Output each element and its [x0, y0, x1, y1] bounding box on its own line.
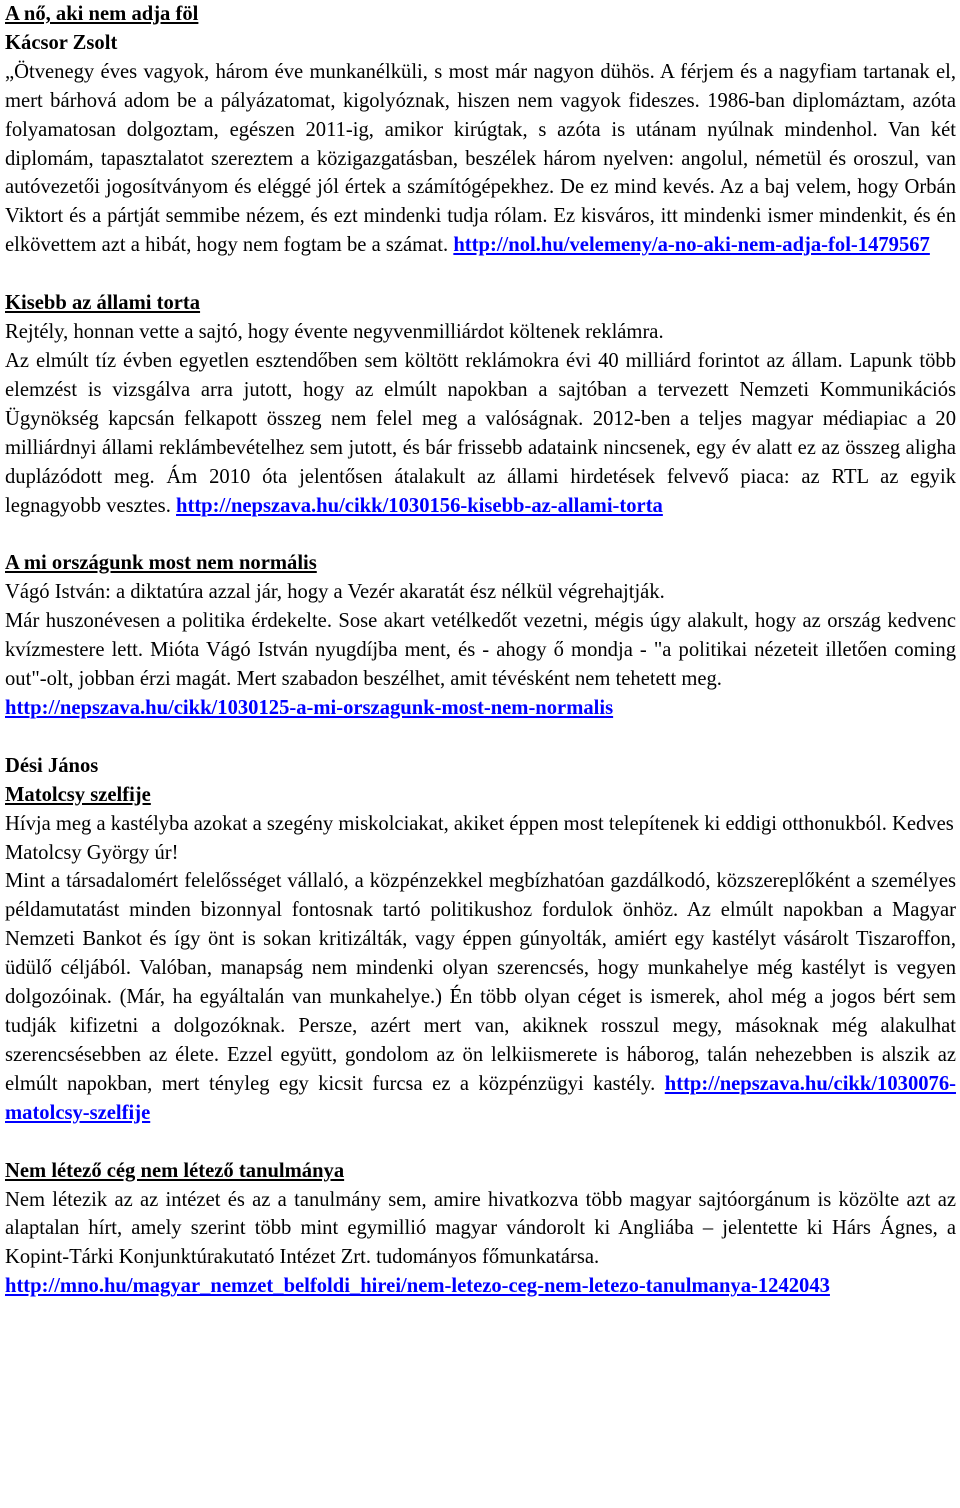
article-link[interactable]: http://nepszava.hu/cikk/1030156-kisebb-az-allami-torta	[176, 494, 663, 517]
article-link[interactable]: http://nepszava.hu/cikk/1030125-a-mi-orszagunk-most-nem-normalis	[5, 696, 614, 719]
article-lead: Vágó István: a diktatúra azzal jár, hogy a Vezér akaratát ész nélkül végrehajtják.	[5, 581, 665, 604]
article-4	[5, 752, 956, 1128]
article-1	[5, 0, 956, 260]
article-title: Kisebb az állami torta	[5, 292, 201, 315]
spacer	[5, 260, 956, 289]
article-link[interactable]: http://nol.hu/velemeny/a-no-aki-nem-adja-fol-1479567	[453, 234, 930, 257]
spacer	[5, 520, 956, 549]
article-title: Matolcsy szelfije	[5, 783, 151, 806]
article-lead: Hívja meg a kastélyba azokat a szegény miskolciakat, akiket éppen most telepítenek ki eddigi otthonukból. Kedves Matolcsy György úr!	[5, 812, 954, 864]
article-title: Nem létező cég nem létező tanulmánya	[5, 1159, 345, 1182]
spacer	[5, 1128, 956, 1157]
article-2	[5, 289, 956, 520]
article-author: Kácsor Zsolt	[5, 31, 118, 54]
article-link[interactable]: http://mno.hu/magyar_nemzet_belfoldi_hirei/nem-letezo-ceg-nem-letezo-tanulmanya-1242043	[5, 1275, 830, 1298]
article-title: A mi országunk most nem normális	[5, 552, 317, 575]
article-paragraph: Már huszonévesen a politika érdekelte. Sose akart vetélkedőt vezetni, mégis úgy alakult, hogy az ország kedvenc kvízmestere lett. Mióta Vágó István nyugdíjba ment, és - ahogy ő mondja - "a politikai nézeteit illetően coming out"-olt, jobban érzi magát. Mert szabadon beszélhet, amit tévésként nem tehetett meg.	[5, 610, 956, 691]
article-paragraph: Az elmúlt tíz évben egyetlen esztendőben sem költött reklámokra évi 40 milliárd forintot az állam. Lapunk több elemzést is vizsgálva arra jutott, hogy az elmúlt napokban a sajtóban a tervezett Nemzeti Kommunikációs Ügynökség kapcsán felkapott összeg nem felel meg a valóságnak. 2012-ben a teljes magyar médiapiac a 20 milliárdnyi állami reklámbevételhez sem jutott, és bár frissebb adataink nincsenek, egy év alatt ez az összeg aligha duplázódott meg. Ám 2010 óta jelentősen átalakult az állami hirdetések felvevő piaca: az RTL az egyik legnagyobb vesztes. http://nepszava.hu/cikk/1030156-kisebb-az-allami-torta	[5, 349, 956, 517]
article-link[interactable]: http://nepszava.hu/cikk/1030076-matolcsy-szelfije	[5, 1072, 956, 1124]
article-3	[5, 549, 956, 722]
article-5	[5, 1157, 956, 1302]
article-title: A nő, aki nem adja föl	[5, 3, 199, 25]
article-link-line	[5, 1272, 956, 1301]
article-paragraph: Nem létezik az az intézet és az a tanulmány sem, amire hivatkozva több magyar sajtóorgánum is közölte azt az alaptalan hírt, amely szerint több mint egymillió magyar vándorolt ki Angliába – jelentette ki Hárs Ágnes, a Kopint-Tárki Konjunktúrakutató Intézet Zrt. tudományos főmunkatársa.	[5, 1188, 956, 1269]
article-paragraph: Mint a társadalomért felelősséget vállaló, a közpénzekkel megbízhatóan gazdálkodó, közszereplőként a személyes példamutatást minden bizonnyal fontosnak tartó politikushoz fordulok önhöz. Az elmúlt napokban a Magyar Nemzeti Bankot és így önt is sokan kritizálták, vagy éppen gúnyolták, amiért egy kastélyt vásárolt Tiszaroffon, üdülő céljából. Valóban, manapság nem mindenki olyan szerencsés, hogy munkahelye még kastélyt is vegyen dolgozóinak. (Már, ha egyáltalán van munkahelye.) Én több olyan céget is ismerek, ahol még a jogos bért sem tudják kifizetni a dolgozóknak. Persze, azért mert van, akiknek rosszul megy, másoknak még alakulhat szerencsésebben az élete. Ezzel együtt, gondolom az ön lelkiismerete is háborog, talán nehezebben is alszik az elmúlt napokban, mert tényleg egy kicsit furcsa ez a közpénzügyi kastély. http://nepszava.hu/cikk/1030076-matolcsy-szelfije	[5, 870, 956, 1124]
article-paragraph: „Ötvenegy éves vagyok, három éve munkanélküli, s most már nagyon dühös. A férjem és a nagyfiam tartanak el, mert bárhová adom be a pályázatomat, kigolyóznak, hiszen nem vagyok fideszes. 1986-ban diplomáztam, azóta folyamatosan dolgoztam, egészen 2011-ig, amikor kirúgtak, s azóta is utánam nyúlnak mindenhol. Van két diplomám, tapasztalatot szereztem a közigazgatásban, beszélek három nyelven: angolul, németül és oroszul, van autóvezetői jogosítványom és eléggé jól értek a számítógépekhez. De ez mind kevés. Az a baj velem, hogy Orbán Viktort és a pártját semmibe nézem, és ezt mindenki tudja rólam. Ez kisváros, itt mindenki ismer mindenkit, és én elkövettem azt a hibát, hogy nem fogtam be a számat. http://nol.hu/velemeny/a-no-aki-nem-adja-fol-1479567	[5, 60, 956, 257]
article-lead: Rejtély, honnan vette a sajtó, hogy évente negyvenmilliárdot költenek reklámra.	[5, 321, 664, 344]
spacer	[5, 723, 956, 752]
article-author: Dési János	[5, 754, 99, 777]
